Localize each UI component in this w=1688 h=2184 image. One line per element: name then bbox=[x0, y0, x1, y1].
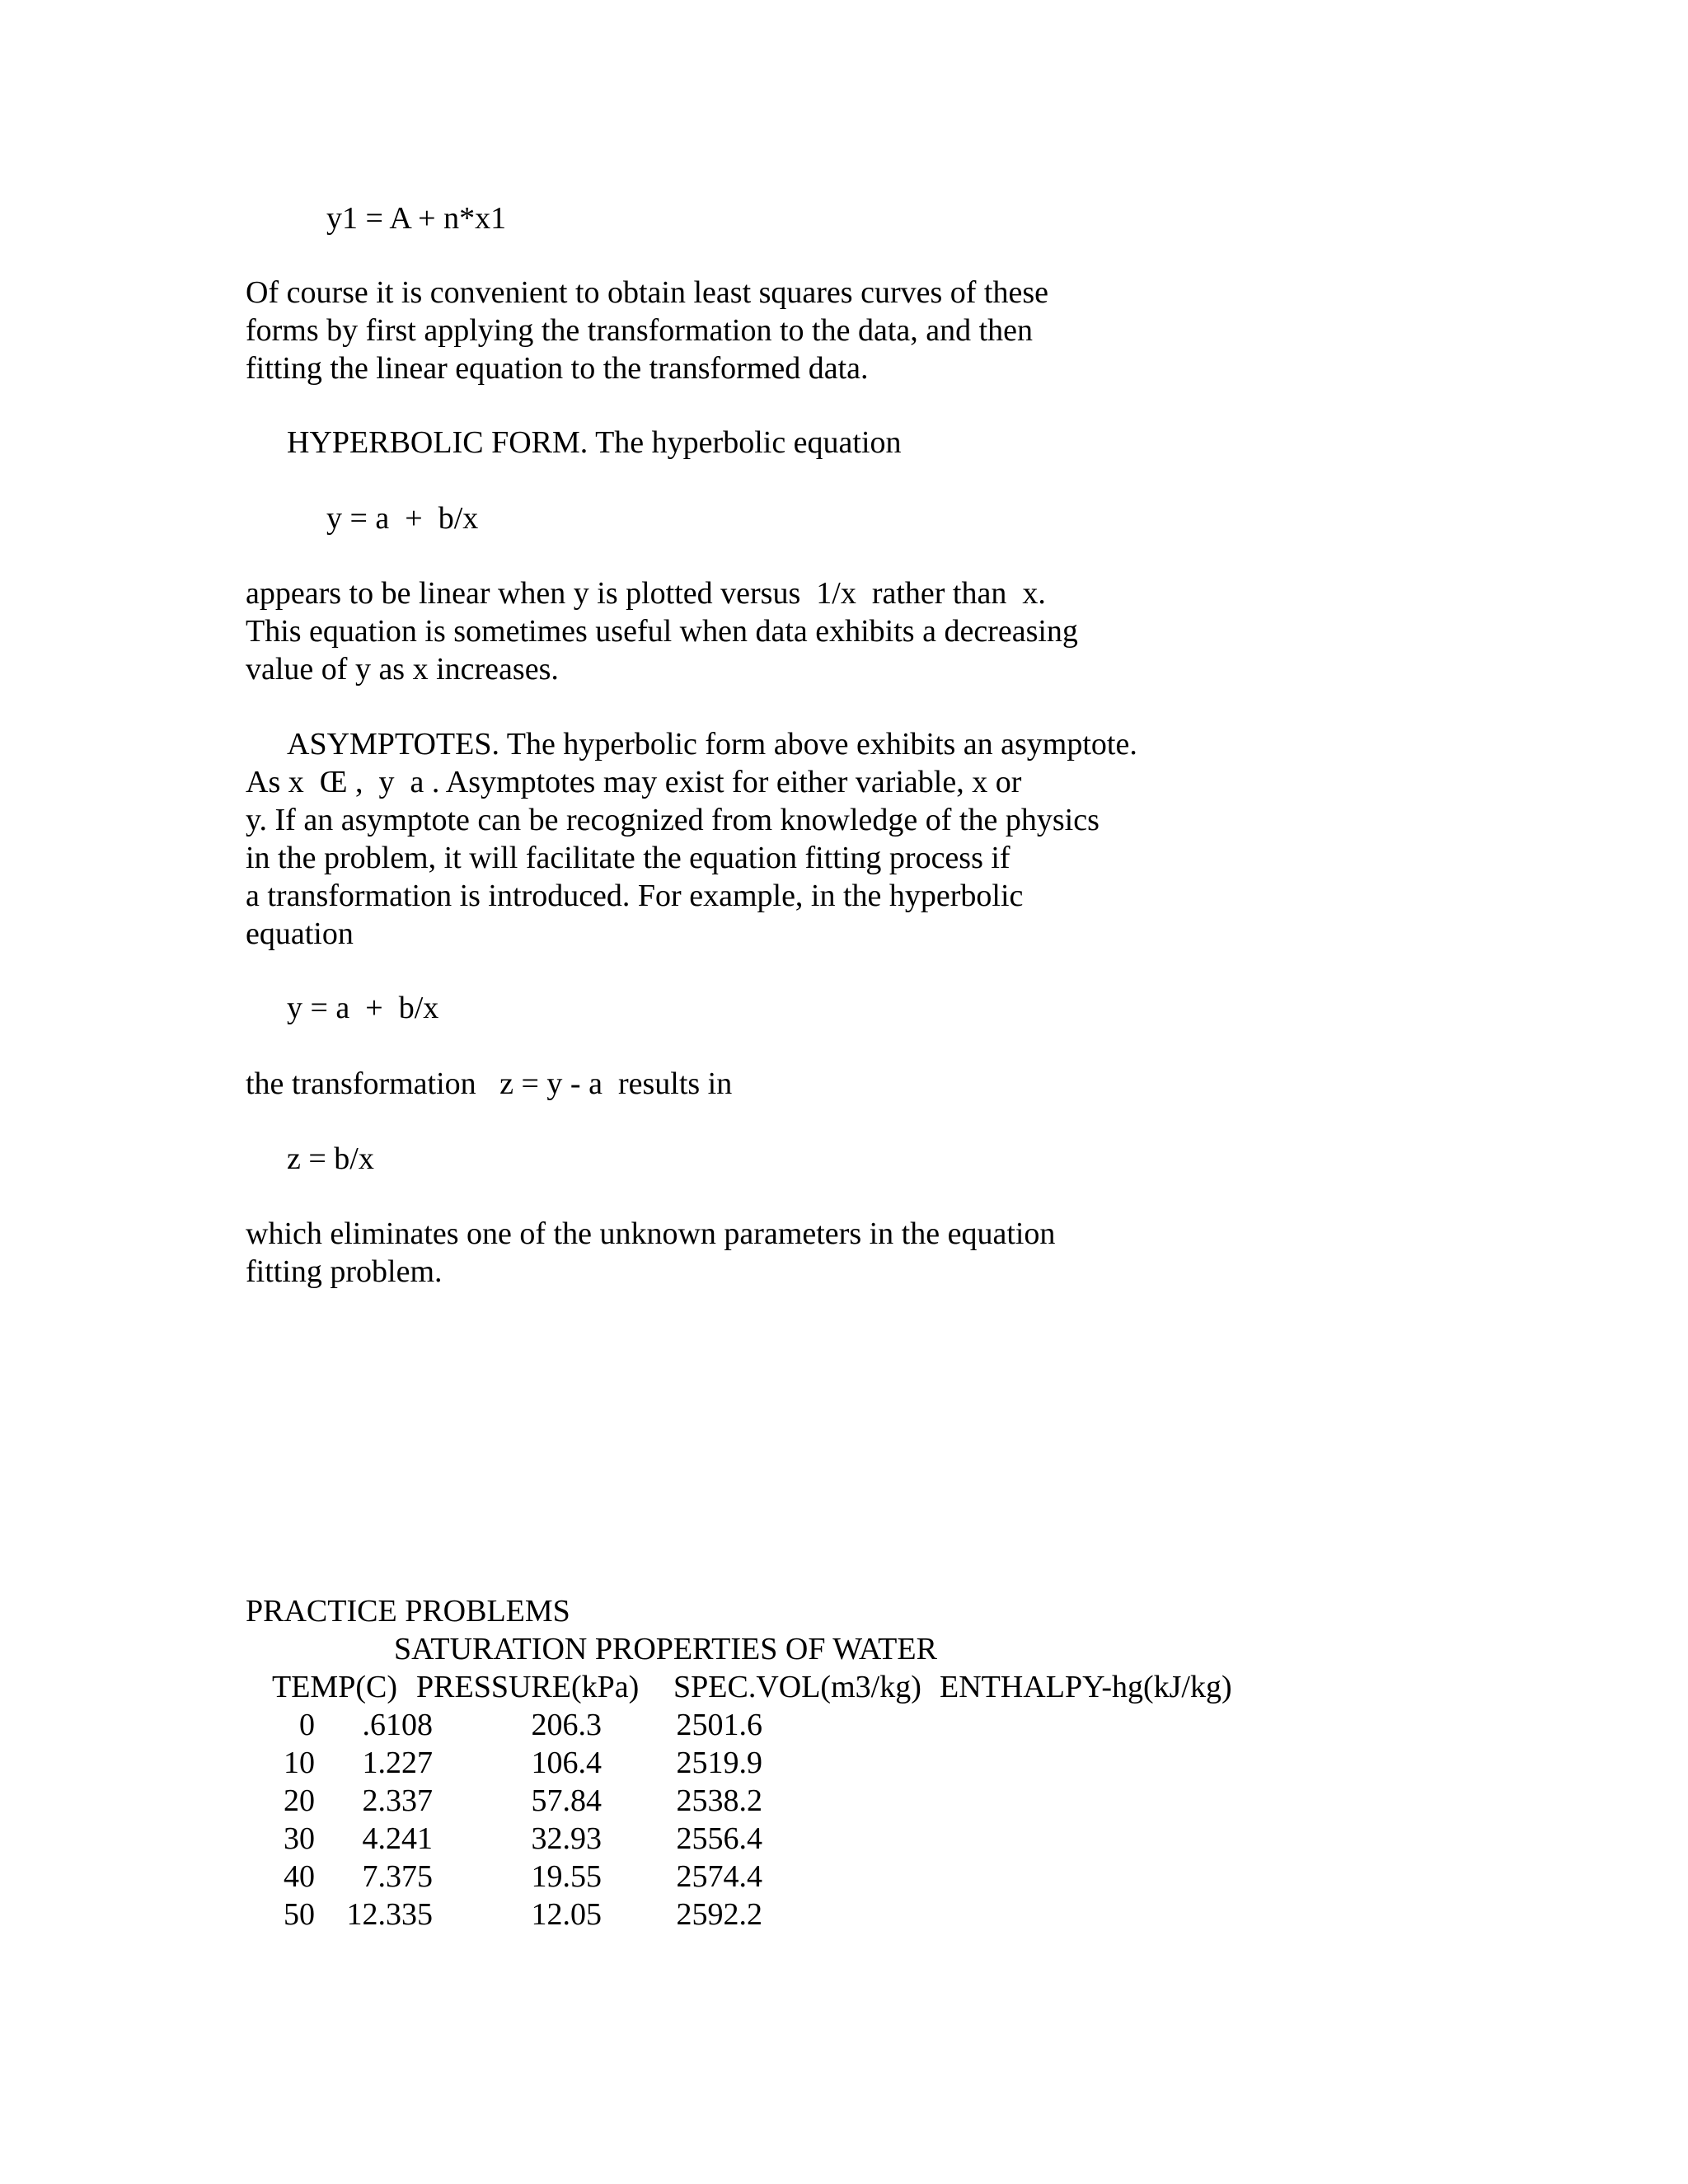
cell-temp: 30 bbox=[284, 1821, 315, 1856]
cell-spec-vol: 57.84 bbox=[531, 1783, 602, 1818]
equation-hyperbolic-repeat: y = a + b/x bbox=[287, 991, 439, 1025]
cell-spec-vol: 19.55 bbox=[531, 1859, 602, 1894]
paragraph-line: equation bbox=[246, 916, 354, 951]
cell-temp: 50 bbox=[284, 1897, 315, 1932]
paragraph-line: fitting the linear equation to the transformed data. bbox=[246, 351, 869, 386]
equation-hyperbolic: y = a + b/x bbox=[326, 501, 479, 536]
paragraph-line: forms by first applying the transformation to the data, and then bbox=[246, 313, 1034, 348]
cell-pressure: 1.227 bbox=[362, 1746, 433, 1780]
equation-linearized: y1 = A + n*x1 bbox=[326, 201, 507, 236]
cell-spec-vol: 206.3 bbox=[531, 1708, 602, 1742]
section-heading-asymptotes: ASYMPTOTES. The hyperbolic form above exhibits an asymptote. bbox=[287, 727, 1137, 762]
practice-heading: PRACTICE PROBLEMS bbox=[246, 1594, 570, 1629]
column-header-pressure: PRESSURE(kPa) bbox=[416, 1670, 640, 1704]
paragraph-line: a transformation is introduced. For example, in the hyperbolic bbox=[246, 879, 1024, 913]
cell-enthalpy: 2556.4 bbox=[676, 1821, 762, 1856]
cell-spec-vol: 32.93 bbox=[531, 1821, 602, 1856]
cell-spec-vol: 12.05 bbox=[531, 1897, 602, 1932]
equation-transformed: z = b/x bbox=[287, 1141, 374, 1176]
cell-enthalpy: 2592.2 bbox=[676, 1897, 762, 1932]
cell-pressure: 7.375 bbox=[362, 1859, 433, 1894]
column-header-temp: TEMP(C) bbox=[272, 1670, 397, 1704]
paragraph-line: in the problem, it will facilitate the equation fitting process if bbox=[246, 841, 1010, 875]
paragraph-line: value of y as x increases. bbox=[246, 652, 559, 687]
cell-spec-vol: 106.4 bbox=[531, 1746, 602, 1780]
table-title: SATURATION PROPERTIES OF WATER bbox=[394, 1632, 937, 1666]
cell-enthalpy: 2538.2 bbox=[676, 1783, 762, 1818]
column-header-spec-vol: SPEC.VOL(m3/kg) bbox=[673, 1670, 921, 1704]
paragraph-line: which eliminates one of the unknown parameters in the equation bbox=[246, 1216, 1056, 1251]
cell-pressure: .6108 bbox=[362, 1708, 433, 1742]
cell-pressure: 12.335 bbox=[346, 1897, 433, 1932]
paragraph-line: As x Œ , y a . Asymptotes may exist for either variable, x or bbox=[246, 765, 1022, 799]
paragraph-line: the transformation z = y - a results in bbox=[246, 1066, 733, 1101]
cell-temp: 40 bbox=[284, 1859, 315, 1894]
cell-temp: 0 bbox=[299, 1708, 315, 1742]
cell-pressure: 2.337 bbox=[362, 1783, 433, 1818]
paragraph-line: Of course it is convenient to obtain least squares curves of these bbox=[246, 275, 1048, 310]
cell-enthalpy: 2519.9 bbox=[676, 1746, 762, 1780]
cell-temp: 20 bbox=[284, 1783, 315, 1818]
cell-temp: 10 bbox=[284, 1746, 315, 1780]
section-heading-hyperbolic: HYPERBOLIC FORM. The hyperbolic equation bbox=[287, 425, 902, 460]
column-header-enthalpy: ENTHALPY-hg(kJ/kg) bbox=[940, 1670, 1232, 1704]
paragraph-line: appears to be linear when y is plotted versus 1/x rather than x. bbox=[246, 576, 1046, 611]
cell-pressure: 4.241 bbox=[362, 1821, 433, 1856]
cell-enthalpy: 2501.6 bbox=[676, 1708, 762, 1742]
paragraph-line: This equation is sometimes useful when data exhibits a decreasing bbox=[246, 614, 1078, 649]
paragraph-line: fitting problem. bbox=[246, 1254, 443, 1289]
cell-enthalpy: 2574.4 bbox=[676, 1859, 762, 1894]
paragraph-line: y. If an asymptote can be recognized from knowledge of the physics bbox=[246, 803, 1100, 837]
